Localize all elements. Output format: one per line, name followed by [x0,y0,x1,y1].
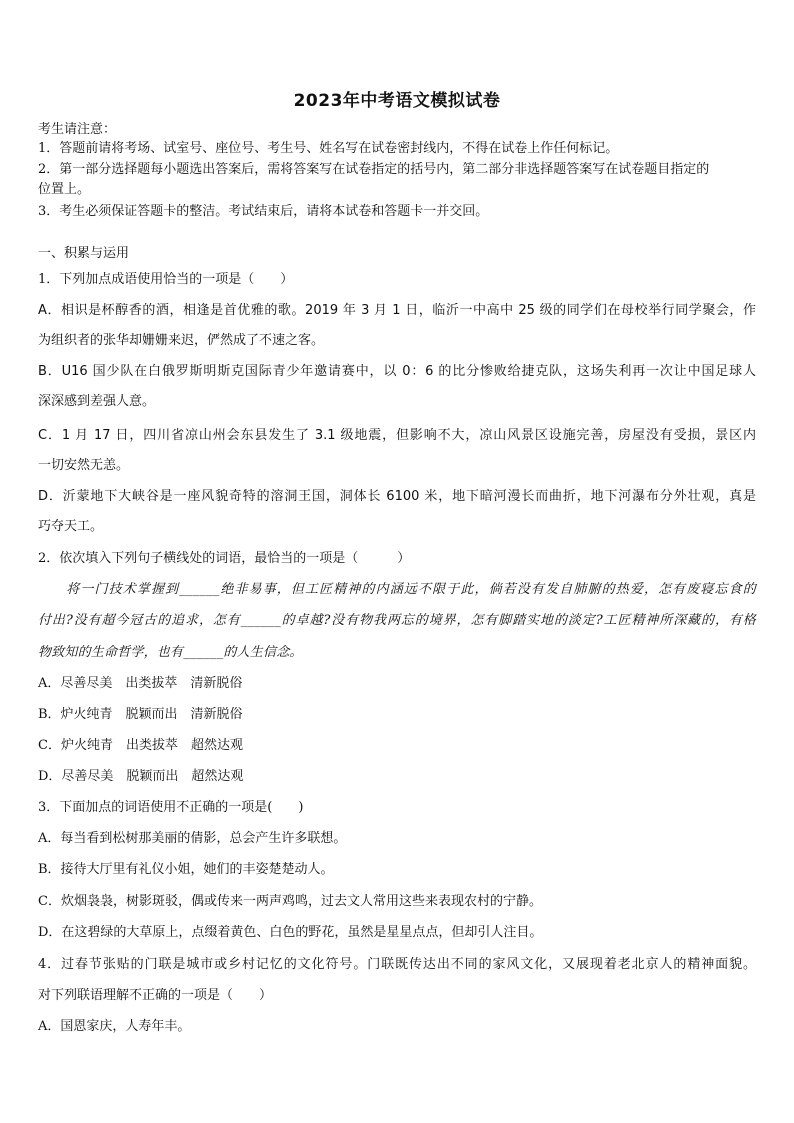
notice-heading: 考生请注意： [38,122,117,137]
notice-item: 3．考生必须保证答题卡的整洁。考试结束后，请将本试卷和答题卡一并交回。 [38,204,489,219]
q2-passage-line: 物致知的生命哲学，也有______的人生信念。 [38,645,303,660]
q2-option-a: A．尽善尽美 出类拔萃 清新脱俗 [38,676,243,691]
question-4-stem: 4．过春节张贴的门联是城市或乡村记忆的文化符号。门联既传达出不同的家风文化，又展现着老北京人的精神面貌。 [38,957,756,972]
section-heading: 一、积累与运用 [38,246,130,261]
page-title: 2023年中考语文模拟试卷 [293,91,501,111]
q3-option-b: B．接待大厅里有礼仪小姐，她们的丰姿楚楚动人。 [38,862,334,877]
q2-option-c: C．炉火纯青 出类拔萃 超然达观 [38,738,243,753]
question-1-stem: 1．下列加点成语使用恰当的一项是（ ） [38,272,294,287]
notice-item: 2．第一部分选择题每小题选出答案后，需将答案写在试卷指定的括号内，第二部分非选择题答案写在试卷题目指定的 [38,162,710,177]
q4-option-a: A．国恩家庆，人寿年丰。 [38,1019,191,1034]
q1-option-a-cont: 为组织者的张华却姗姗来迟，俨然成了不速之客。 [38,333,325,348]
question-3-stem: 3．下面加点的词语使用不正确的一项是( ) [38,800,304,815]
q3-option-c: C．炊烟袅袅，树影斑驳，偶或传来一两声鸡鸣，过去文人常用这些来表现农村的宁静。 [38,894,542,909]
notice-item: 位置上。 [38,182,91,197]
q2-option-d: D．尽善尽美 脱颖而出 超然达观 [38,769,244,784]
q1-option-d-cont: 巧夺天工。 [38,519,104,534]
q1-option-b: B．U16 国少队在白俄罗斯明斯克国际青少年邀请赛中，以 0：6 的比分惨败给捷克队，这场失利再一次让中国足球人 [38,364,756,379]
question-4-stem-cont: 对下列联语理解不正确的一项是（ ） [38,988,273,1003]
q1-option-a: A．相识是杯醇香的酒，相逢是首优雅的歌。2019 年 3 月 1 日，临沂一中高中 25 级的同学们在母校举行同学聚会，作 [38,303,756,318]
q3-option-a: A．每当看到松树那美丽的倩影，总会产生许多联想。 [38,831,347,846]
q1-option-d: D．沂蒙地下大峡谷是一座风貌奇特的溶洞王国，洞体长 6100 米，地下暗河漫长而曲折，地下河瀑布分外壮观，真是 [38,489,756,504]
q2-passage-line: 将一门技术掌握到______绝非易事，但工匠精神的内涵远不限于此，倘若没有发自肺腑的热爱，怎有废寝忘食的 [38,582,756,597]
q2-option-b: B．炉火纯青 脱颖而出 清新脱俗 [38,707,243,722]
notice-item: 1．答题前请将考场、试室号、座位号、考生号、姓名写在试卷密封线内，不得在试卷上作任何标记。 [38,141,619,156]
q3-option-d: D．在这碧绿的大草原上，点缀着黄色、白色的野花，虽然是星星点点，但却引人注目。 [38,925,543,940]
q2-passage-line: 付出?没有超今冠古的追求，怎有______的卓越?没有物我两忘的境界，怎有脚踏实地的淡定?工匠精神所深藏的，有格 [38,613,756,628]
q1-option-c: C．1 月 17 日，四川省凉山州会东县发生了 3.1 级地震，但影响不大，凉山风景区设施完善，房屋没有受损，景区内 [38,428,756,443]
q1-option-b-cont: 深深感到差强人意。 [38,394,156,409]
q1-option-c-cont: 一切安然无恙。 [38,458,130,473]
question-2-stem: 2．依次填入下列句子横线处的词语，最恰当的一项是（ ） [38,551,411,566]
